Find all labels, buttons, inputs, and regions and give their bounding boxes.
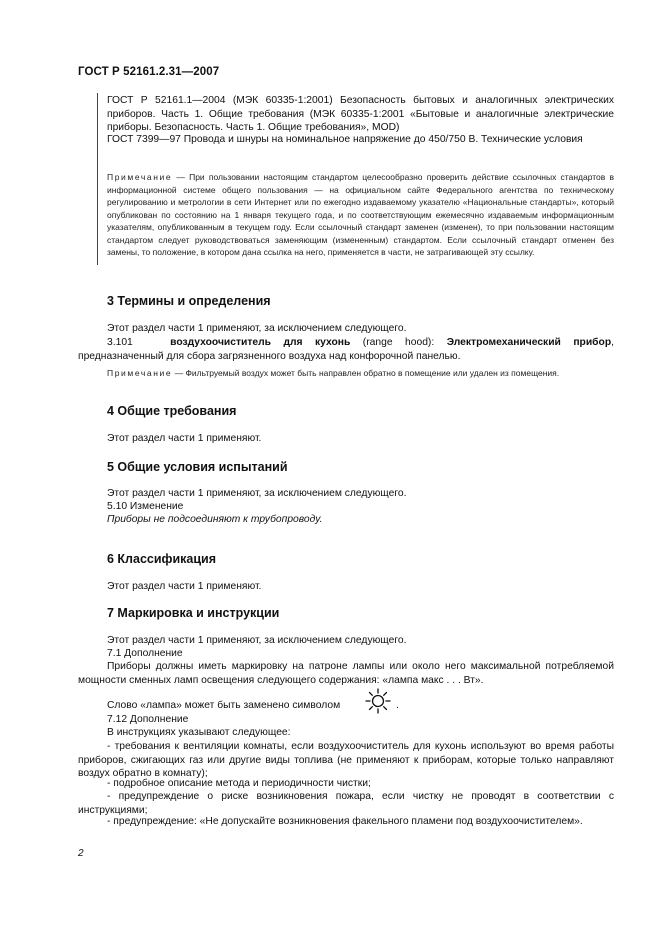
section-7-intro: Этот раздел части 1 применяют, за исключением следующего. [107,635,407,646]
list-item: - требования к вентиляции комнаты, если воздухоочиститель для кухонь используют во время работы приборов, сжигающих газ или другие виды топлива (не применяют к приборам, которые только направляют воздух обратно в комнату); [78,741,614,780]
section-6-title: 6 Классификация [107,552,217,566]
reference-gost-7399: ГОСТ 7399—97 Провода и шнуры на номинальное напряжение до 450/750 В. Технические условия [107,134,583,145]
list-item: - подробное описание метода и периодичности чистки; [107,778,371,789]
note-references [107,171,614,259]
section-7-1: 7.1 Дополнение [107,648,183,659]
list-item: - предупреждение о риске возникновения пожара, если чистку не проводят в соответствии с инструкциями; [78,791,614,816]
lamp-symbol-text: Слово «лампа» может быть заменено символом [107,700,341,711]
note-label: Примечание [107,368,173,378]
section-6-text: Этот раздел части 1 применяют. [107,581,262,592]
list-item: - предупреждение: «Не допускайте возникновения факельного пламени под воздухоочистителем». [107,816,583,827]
instructions-intro: В инструкциях указывают следующее: [107,727,291,738]
definition-number: 3.101 [107,337,133,348]
page-header: ГОСТ Р 52161.2.31—2007 [78,66,220,78]
note-label: Примечание [107,172,173,182]
definition-3-101 [78,336,614,363]
section-5-10-text: Приборы не подсоединяют к трубопроводу. [107,514,323,525]
lamp-symbol-end: . [396,700,399,711]
definition-rest: , предназначенный для сбора загрязненного воздуха над конфорочной панелью. [78,337,614,362]
section-5-intro: Этот раздел части 1 применяют, за исключением следующего. [107,488,407,499]
definition-bold: Электромеханический прибор [446,337,612,348]
section-3-title: 3 Термины и определения [107,294,271,308]
reference-gost-52161-1: ГОСТ Р 52161.1—2004 (МЭК 60335-1:2001) Безопасность бытовых и аналогичных электрических приборов. Часть 1. Общие требования (МЭК 60335-1:2001 «Бытовые и аналогичные электрические приборы. Безопасность. Часть 1. Общие требования», MOD) [107,95,614,134]
section-7-title: 7 Маркировка и инструкции [107,606,280,620]
section-5-10: 5.10 Изменение [107,501,184,512]
definition-term: воздухоочиститель для кухонь [170,337,351,348]
note-section-3 [78,367,614,380]
note-text: — При пользовании настоящим стандартом целесообразно проверить действие ссылочных стандартов в информационной системе общего пользования — на официальном сайте Федерального агентства по техническому регулированию и метрологии в сети Интернет или по ежегодно издаваемому указателю «Национальные стандарты», который опубликован по состоянию на 1 января текущего года, и по соответствующим ежемесячно издаваемым информационным указателям, опубликованным в текущем году. Если ссылочный стандарт заменен (изменен), то при пользовании настоящим стандартом следует руководствоваться заменяющим (измененным) стандартом. Если ссылочный стандарт отменен без замены, то положение, в котором дана ссылка на него, применяется в части, не затрагивающей эту ссылку. [107,172,614,257]
change-bar [97,93,98,265]
note-text: — Фильтруемый воздух может быть направлен обратно в помещение или удален из помещения. [174,368,560,378]
section-5-title: 5 Общие условия испытаний [107,460,288,474]
lamp-symbol-line [107,699,340,713]
section-4-title: 4 Общие требования [107,404,237,418]
section-7-12: 7.12 Дополнение [107,714,189,725]
section-7-1-text: Приборы должны иметь маркировку на патроне лампы или около него максимальной потребляемой мощности сменных ламп освещения следующего содержания: «лампа макс . . . Вт». [78,661,614,686]
section-4-text: Этот раздел части 1 применяют. [107,433,262,444]
page-number: 2 [78,848,84,859]
lamp-symbol-icon [364,688,392,714]
section-3-intro: Этот раздел части 1 применяют, за исключением следующего. [107,323,407,334]
definition-english: (range hood): [362,337,435,348]
